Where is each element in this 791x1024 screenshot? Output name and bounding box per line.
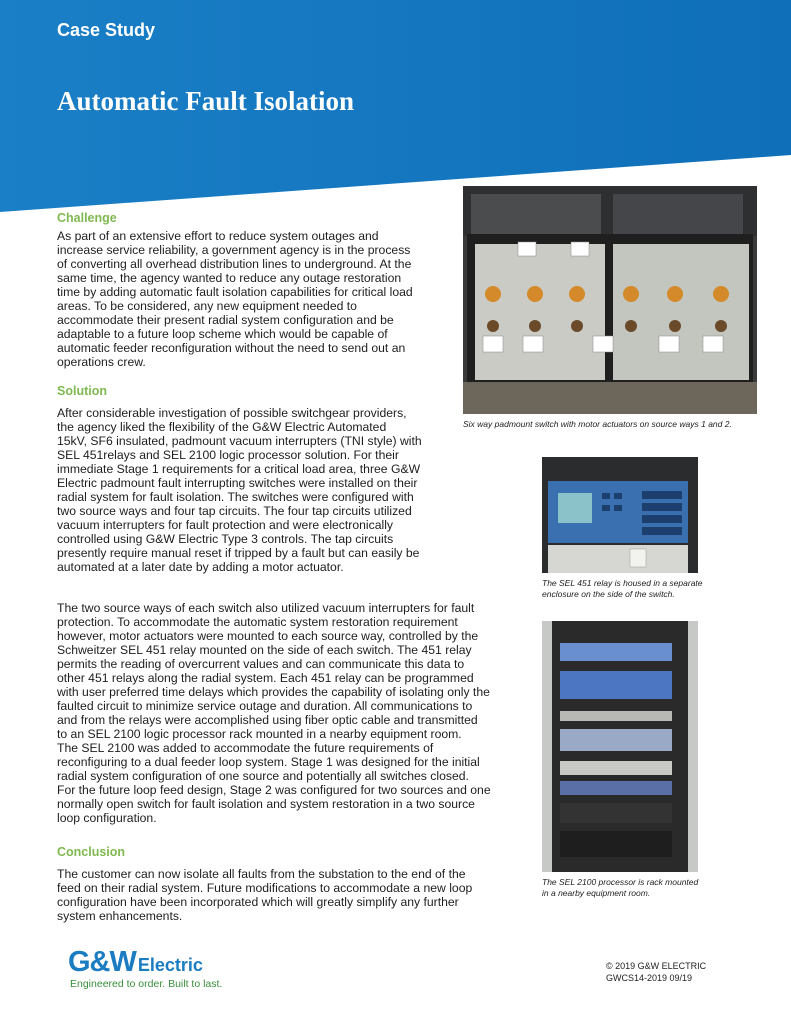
rack-photo-caption — [542, 877, 742, 899]
rack-photo — [542, 621, 698, 872]
relay-photo-caption — [542, 578, 742, 600]
text-line: with user preferred time delays which provides the capability of isolating only the — [57, 685, 490, 699]
text-line: however, motor actuators were mounted to each source way, controlled by the — [57, 629, 479, 643]
text-line: Electric padmount fault interrupting switches were installed on their — [57, 476, 418, 490]
text-line: For the future loop feed design, Stage 2 was configured for two sources and one — [57, 783, 491, 797]
text-line: vacuum interrupters for fault protection and were electronically — [57, 518, 393, 532]
text-line: faulted circuit to minimize service outage and duration. All communications to — [57, 699, 473, 713]
relay-photo-illustration — [542, 457, 698, 573]
text-line: areas. To be considered, any new equipment needed to — [57, 299, 357, 313]
text-line: adaptable to a future loop scheme which would be capable of — [57, 327, 388, 341]
logo-mark: G&W — [68, 946, 136, 978]
text-line: The customer can now isolate all faults from the substation to the end of the — [57, 867, 466, 881]
text-line: permits the reading of overcurrent values and can communicate this data to — [57, 657, 465, 671]
text-line: The two source ways of each switch also utilized vacuum interrupters for fault — [57, 601, 475, 615]
company-tagline: Engineered to order. Built to last. — [70, 978, 223, 990]
switch-photo — [463, 186, 757, 414]
copyright-text: © 2019 G&W ELECTRIC — [606, 961, 707, 971]
conclusion-section — [57, 845, 527, 923]
text-line: immediate Stage 1 requirements for a critical load area, three G&W — [57, 462, 421, 476]
caption-line: in a nearby equipment room. — [542, 888, 651, 898]
text-line: time by adding automatic fault isolation capabilities for critical load — [57, 285, 413, 299]
logo-word: Electric — [137, 955, 203, 975]
company-logo — [68, 946, 203, 979]
rack-photo-illustration — [542, 621, 698, 872]
caption-line: The SEL 2100 processor is rack mounted — [542, 877, 699, 887]
text-line: After considerable investigation of possible switchgear providers, — [57, 406, 407, 420]
text-line: same time, the agency wanted to reduce any outage restoration — [57, 271, 402, 285]
text-line: radial system for fault isolation. The switches were configured with — [57, 490, 414, 504]
text-line: accommodate their present radial system configuration and be — [57, 313, 394, 327]
text-line: Schweitzer SEL 451 relay mounted on the side of each switch. The 451 relay — [57, 643, 472, 657]
solution-continued — [57, 601, 527, 825]
caption-line: The SEL 451 relay is housed in a separate — [542, 578, 703, 588]
document-code: GWCS14-2019 09/19 — [606, 973, 693, 983]
text-line: feed on their radial system. Future modifications to accommodate a new loop — [57, 881, 473, 895]
text-line: and from the relays were accomplished using fiber optic cable and transmitted — [57, 713, 478, 727]
text-line: the agency liked the flexibility of the G&W Electric Automated — [57, 420, 387, 434]
text-line: other 451 relays along the radial system. Each 451 relay can be programmed — [57, 671, 474, 685]
switch-photo-illustration — [463, 186, 757, 414]
challenge-section — [57, 211, 457, 369]
text-line: controlled using G&W Electric Type 3 controls. The tap circuits — [57, 532, 394, 546]
text-line: The SEL 2100 was added to accommodate the future requirements of — [57, 741, 434, 755]
text-line: increase service reliability, a government agency is in the process — [57, 243, 411, 257]
text-line: operations crew. — [57, 355, 146, 369]
solution-section — [57, 384, 457, 574]
challenge-heading: Challenge — [57, 211, 117, 225]
page-title: Automatic Fault Isolation — [57, 86, 354, 116]
text-line: system enhancements. — [57, 909, 183, 923]
text-line: As part of an extensive effort to reduce system outages and — [57, 229, 379, 243]
copyright-block — [606, 960, 706, 984]
text-line: automated at a later date by adding a motor actuator. — [57, 560, 344, 574]
text-line: of converting all overhead distribution lines to underground. At the — [57, 257, 412, 271]
text-line: 15kV, SF6 insulated, padmount vacuum interrupters (TNI style) with — [57, 434, 422, 448]
relay-photo — [542, 457, 698, 573]
text-line: two source ways and four tap circuits. The four tap circuits utilized — [57, 504, 412, 518]
text-line: to an SEL 2100 logic processor rack mounted in a nearby equipment room. — [57, 727, 462, 741]
text-line: automatic feeder reconfiguration without the need to send out an — [57, 341, 406, 355]
caption-line: enclosure on the side of the switch. — [542, 589, 675, 599]
text-line: radial system configuration of one source and potentially all switches closed. — [57, 769, 469, 783]
text-line: loop configuration. — [57, 811, 157, 825]
switch-photo-caption: Six way padmount switch with motor actuators on source ways 1 and 2. — [463, 419, 732, 429]
text-line: protection. To accommodate the automatic system restoration requirement — [57, 615, 458, 629]
text-line: SEL 451relays and SEL 2100 logic processor solution. For their — [57, 448, 399, 462]
conclusion-heading: Conclusion — [57, 845, 126, 859]
text-line: normally open switch for fault isolation and system restoration in a two source — [57, 797, 475, 811]
case-study-label: Case Study — [57, 20, 156, 40]
text-line: configuration have been incorporated which will greatly simplify any further — [57, 895, 459, 909]
solution-heading: Solution — [57, 384, 107, 398]
text-line: presently require manual reset if tripped by a fault but can easily be — [57, 546, 420, 560]
text-line: reconfiguring to a dual feeder loop system. Stage 1 was designed for the initial — [57, 755, 480, 769]
